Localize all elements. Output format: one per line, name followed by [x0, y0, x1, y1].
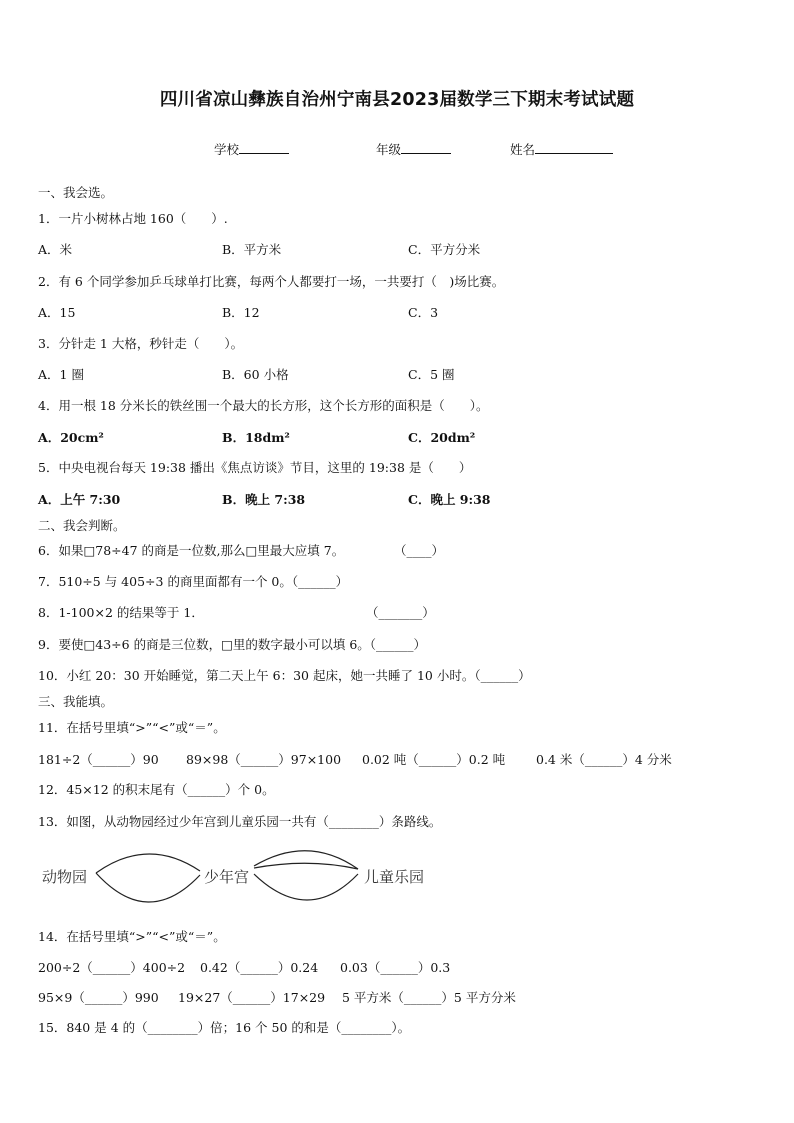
question-6: 6．如果□78÷47 的商是一位数,那么□里最大应填 7。: [38, 543, 345, 558]
school-field: [214, 140, 289, 158]
question-14: 14．在括号里填“>”“<”或“＝”。: [38, 929, 226, 944]
question-8: 8．1-100×2 的结果等于 1．: [38, 605, 204, 620]
q3-option-c[interactable]: C．5 圈: [408, 367, 455, 382]
name-field: [510, 140, 613, 158]
q11-item-2[interactable]: 89×98（______）97×100: [186, 752, 342, 767]
q14-row2-item-2[interactable]: 19×27（______）17×29: [178, 990, 326, 1005]
school-label: 学校: [214, 142, 240, 157]
q3-option-b[interactable]: B．60 小格: [222, 367, 289, 382]
q4-option-c[interactable]: C．20dm²: [408, 430, 476, 445]
q5-option-b[interactable]: B．晚上 7:38: [222, 492, 306, 507]
q5-option-a[interactable]: A．上午 7:30: [38, 492, 121, 507]
route-arc-lower-1: [96, 873, 200, 902]
question-9: 9．要使□43÷6 的商是三位数，□里的数字最小可以填 6。（______）: [38, 637, 427, 652]
question-7: 7．510÷5 与 405÷3 的商里面都有一个 0。（______）: [38, 574, 349, 589]
q4-option-b[interactable]: B．18dm²: [222, 430, 290, 445]
question-2: 2．有 6 个同学参加乒乓球单打比赛，每两个人都要打一场，一共要打（ )场比赛。: [38, 274, 505, 289]
section-heading-2: 二、我会判断。: [38, 518, 126, 533]
question-10: 10．小红 20：30 开始睡觉，第二天上午 6：30 起床，她一共睡了 10 小时。（______）: [38, 668, 531, 683]
q1-option-b[interactable]: B．平方米: [222, 242, 282, 257]
route-arc-middle-2: [254, 863, 358, 869]
q14-row1-item-3[interactable]: 0.03（______）0.3: [340, 960, 451, 975]
q14-row2-item-1[interactable]: 95×9（______）990: [38, 990, 159, 1005]
school-blank[interactable]: [239, 141, 289, 154]
route-diagram: [38, 840, 458, 920]
q1-option-c[interactable]: C．平方分米: [408, 242, 481, 257]
route-arc-lower-2: [254, 874, 358, 900]
question-12: 12．45×12 的积末尾有（______）个 0。: [38, 782, 275, 797]
q3-option-a[interactable]: A．1 圈: [38, 367, 84, 382]
name-blank[interactable]: [535, 141, 613, 154]
q11-item-4[interactable]: 0.4 米（______）4 分米: [536, 752, 672, 767]
q14-row2-item-3[interactable]: 5 平方米（______）5 平方分米: [342, 990, 516, 1005]
section-heading-3: 三、我能填。: [38, 694, 114, 709]
q2-option-a[interactable]: A．15: [38, 305, 76, 320]
grade-label: 年级: [376, 142, 402, 157]
q2-option-b[interactable]: B．12: [222, 305, 260, 320]
q8-answer-paren[interactable]: （_______）: [366, 605, 435, 620]
q14-row1-item-2[interactable]: 0.42（______）0.24: [200, 960, 319, 975]
q5-option-c[interactable]: C．晚上 9:38: [408, 492, 491, 507]
q2-option-c[interactable]: C．3: [408, 305, 439, 320]
grade-field: [376, 140, 451, 158]
question-5: 5．中央电视台每天 19:38 播出《焦点访谈》节目，这里的 19:38 是（ ）: [38, 460, 472, 475]
page-title: 四川省凉山彝族自治州宁南县2023届数学三下期末考试试题: [159, 90, 635, 110]
q4-option-a[interactable]: A．20cm²: [38, 430, 104, 445]
q11-item-1[interactable]: 181÷2（______）90: [38, 752, 159, 767]
q6-answer-paren[interactable]: （____）: [394, 543, 445, 558]
q14-row1-item-1[interactable]: 200÷2（______）400÷2: [38, 960, 186, 975]
question-3: 3．分针走 1 大格，秒针走（ ）。: [38, 336, 244, 351]
route-arc-upper-1: [96, 854, 200, 873]
question-15: 15．840 是 4 的（________）倍；16 个 50 的和是（________）。: [38, 1020, 411, 1035]
question-1: 1．一片小树林占地 160（ ）.: [38, 211, 228, 226]
zoo-label: 动物园: [42, 868, 88, 886]
question-13: 13．如图，从动物园经过少年宫到儿童乐园一共有（________）条路线。: [38, 814, 442, 829]
question-4: 4．用一根 18 分米长的铁丝围一个最大的长方形，这个长方形的面积是（ ）。: [38, 398, 489, 413]
question-11: 11．在括号里填“>”“<”或“＝”。: [38, 720, 226, 735]
q11-item-3[interactable]: 0.02 吨（______）0.2 吨: [362, 752, 506, 767]
name-label: 姓名: [510, 142, 536, 157]
youth-palace-label: 少年宫: [204, 868, 250, 886]
grade-blank[interactable]: [401, 141, 451, 154]
q1-option-a[interactable]: A．米: [38, 242, 73, 257]
childrens-park-label: 儿童乐园: [364, 868, 425, 886]
section-heading-1: 一、我会选。: [38, 185, 114, 200]
